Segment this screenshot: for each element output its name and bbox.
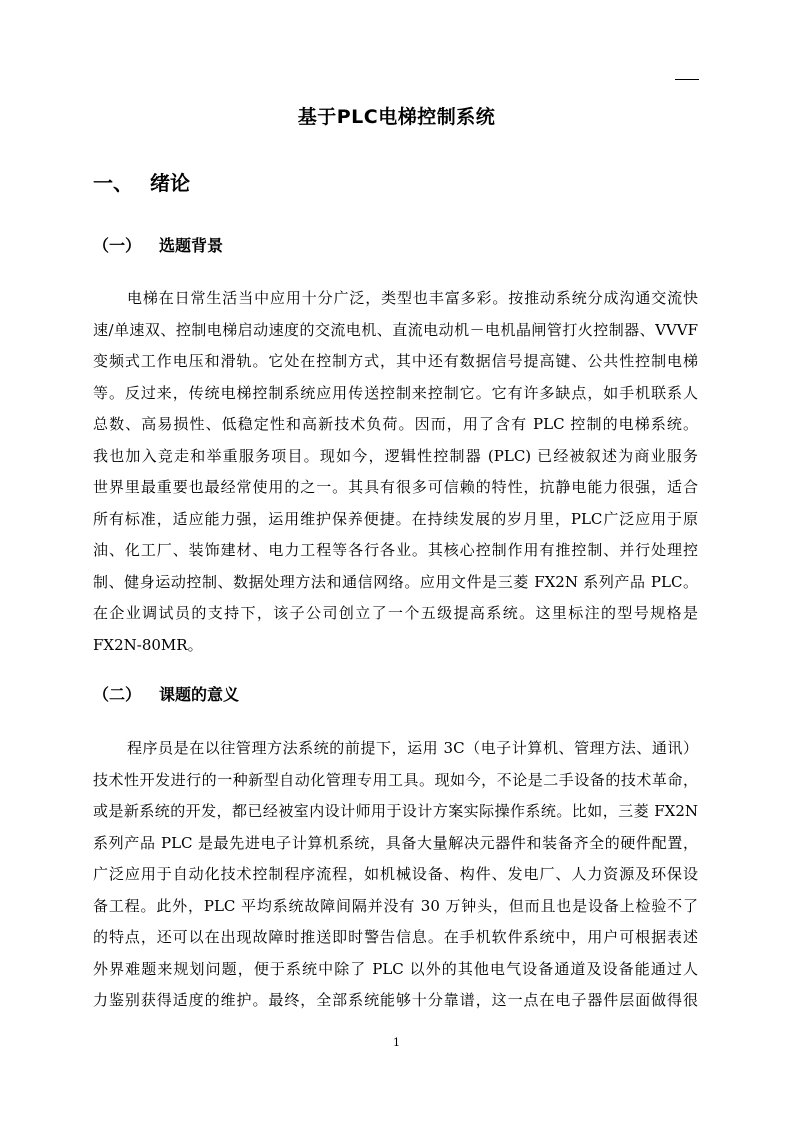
paragraph-significance bbox=[93, 733, 698, 1017]
paragraph-line: 的特点，还可以在出现故障时推送即时警告信息。在手机软件系统中，用户可根据表述 bbox=[93, 928, 698, 946]
document-title: 基于PLC电梯控制系统 bbox=[297, 106, 496, 128]
section-heading-introduction bbox=[93, 167, 190, 196]
paragraph-line: 电梯在日常生活当中应用十分广泛，类型也丰富多彩。按推动系统分成沟通交流快 bbox=[127, 289, 698, 307]
subsection-number: （二） bbox=[93, 685, 142, 704]
paragraph-line: 外界难题来规划问题，便于系统中除了 PLC 以外的其他电气设备通道及设备能通过人 bbox=[93, 959, 698, 978]
section-number: 一、 bbox=[93, 171, 133, 195]
paragraph-line: 程序员是在以往管理方法系统的前提下，运用 3C（电子计算机、管理方法、通讯） bbox=[127, 739, 698, 757]
paragraph-line: 在企业调试员的支持下，该子公司创立了一个五级提高系统。这里标注的型号规格是 bbox=[93, 604, 698, 622]
paragraph-background bbox=[93, 283, 698, 661]
subsection-number: （一） bbox=[93, 236, 142, 255]
paragraph-line: 等。反过来，传统电梯控制系统应用传送控制来控制它。它有许多缺点，如手机联系人 bbox=[93, 383, 698, 402]
header-rule bbox=[675, 79, 699, 80]
paragraph-line: 我也加入竞走和举重服务项目。现如今，逻辑性控制器 (PLC) 已经被叙述为商业服务 bbox=[93, 446, 698, 465]
paragraph-line: 所有标准，适应能力强，运用维护保养便捷。在持续发展的岁月里，PLC广泛应用于原 bbox=[93, 509, 698, 528]
paragraph-line: 总数、高易损性、低稳定性和高新技术负荷。因而，用了含有 PLC 控制的电梯系统。 bbox=[93, 415, 698, 433]
subsection-title: 课题的意义 bbox=[159, 685, 240, 704]
paragraph-line: 油、化工厂、装饰建材、电力工程等各行各业。其核心控制作用有推控制、并行处理控 bbox=[93, 541, 698, 559]
paragraph-line: 力鉴别获得适度的维护。最终，全部系统能够十分靠谱，这一点在电子器件层面做得很 bbox=[93, 991, 698, 1009]
paragraph-line: 技术性开发进行的一种新型自动化管理专用工具。现如今，不论是二手设备的技术革命， bbox=[93, 770, 698, 789]
paragraph-line: 备工程。此外，PLC 平均系统故障间隔并没有 30 万钟头，但而且也是设备上检验不了 bbox=[93, 896, 698, 915]
subsection-heading-significance bbox=[93, 682, 239, 705]
paragraph-line: 或是新系统的开发，都已经被室内设计师用于设计方案实际操作系统。比如，三菱 FX2N bbox=[93, 802, 698, 820]
subsection-heading-background bbox=[93, 233, 223, 256]
paragraph-line: 广泛应用于自动化技术控制程序流程，如机械设备、构件、发电厂、人力资源及环保设 bbox=[93, 865, 698, 883]
paragraph-line: 制、健身运动控制、数据处理方法和通信网络。应用文件是三菱 FX2N 系列产品 PLC。 bbox=[93, 572, 698, 591]
paragraph-line: 变频式工作电压和滑轨。它处在控制方式，其中还有数据信号提高键、公共性控制电梯 bbox=[93, 352, 698, 370]
subsection-title: 选题背景 bbox=[159, 236, 224, 255]
paragraph-line: 系列产品 PLC 是最先进电子计算机系统，具备大量解决元器件和装备齐全的硬件配置， bbox=[93, 833, 698, 852]
section-title: 绪论 bbox=[150, 171, 190, 195]
paragraph-line: 世界里最重要也最经常使用的之一。其具有很多可信赖的特性，抗静电能力很强，适合 bbox=[93, 478, 698, 496]
paragraph-line: 速/单速双、控制电梯启动速度的交流电机、直流电动机－电机晶闸管打火控制器、VVVF bbox=[93, 320, 698, 339]
page-number: 1 bbox=[393, 1036, 400, 1049]
paragraph-line: FX2N-80MR。 bbox=[93, 635, 203, 654]
